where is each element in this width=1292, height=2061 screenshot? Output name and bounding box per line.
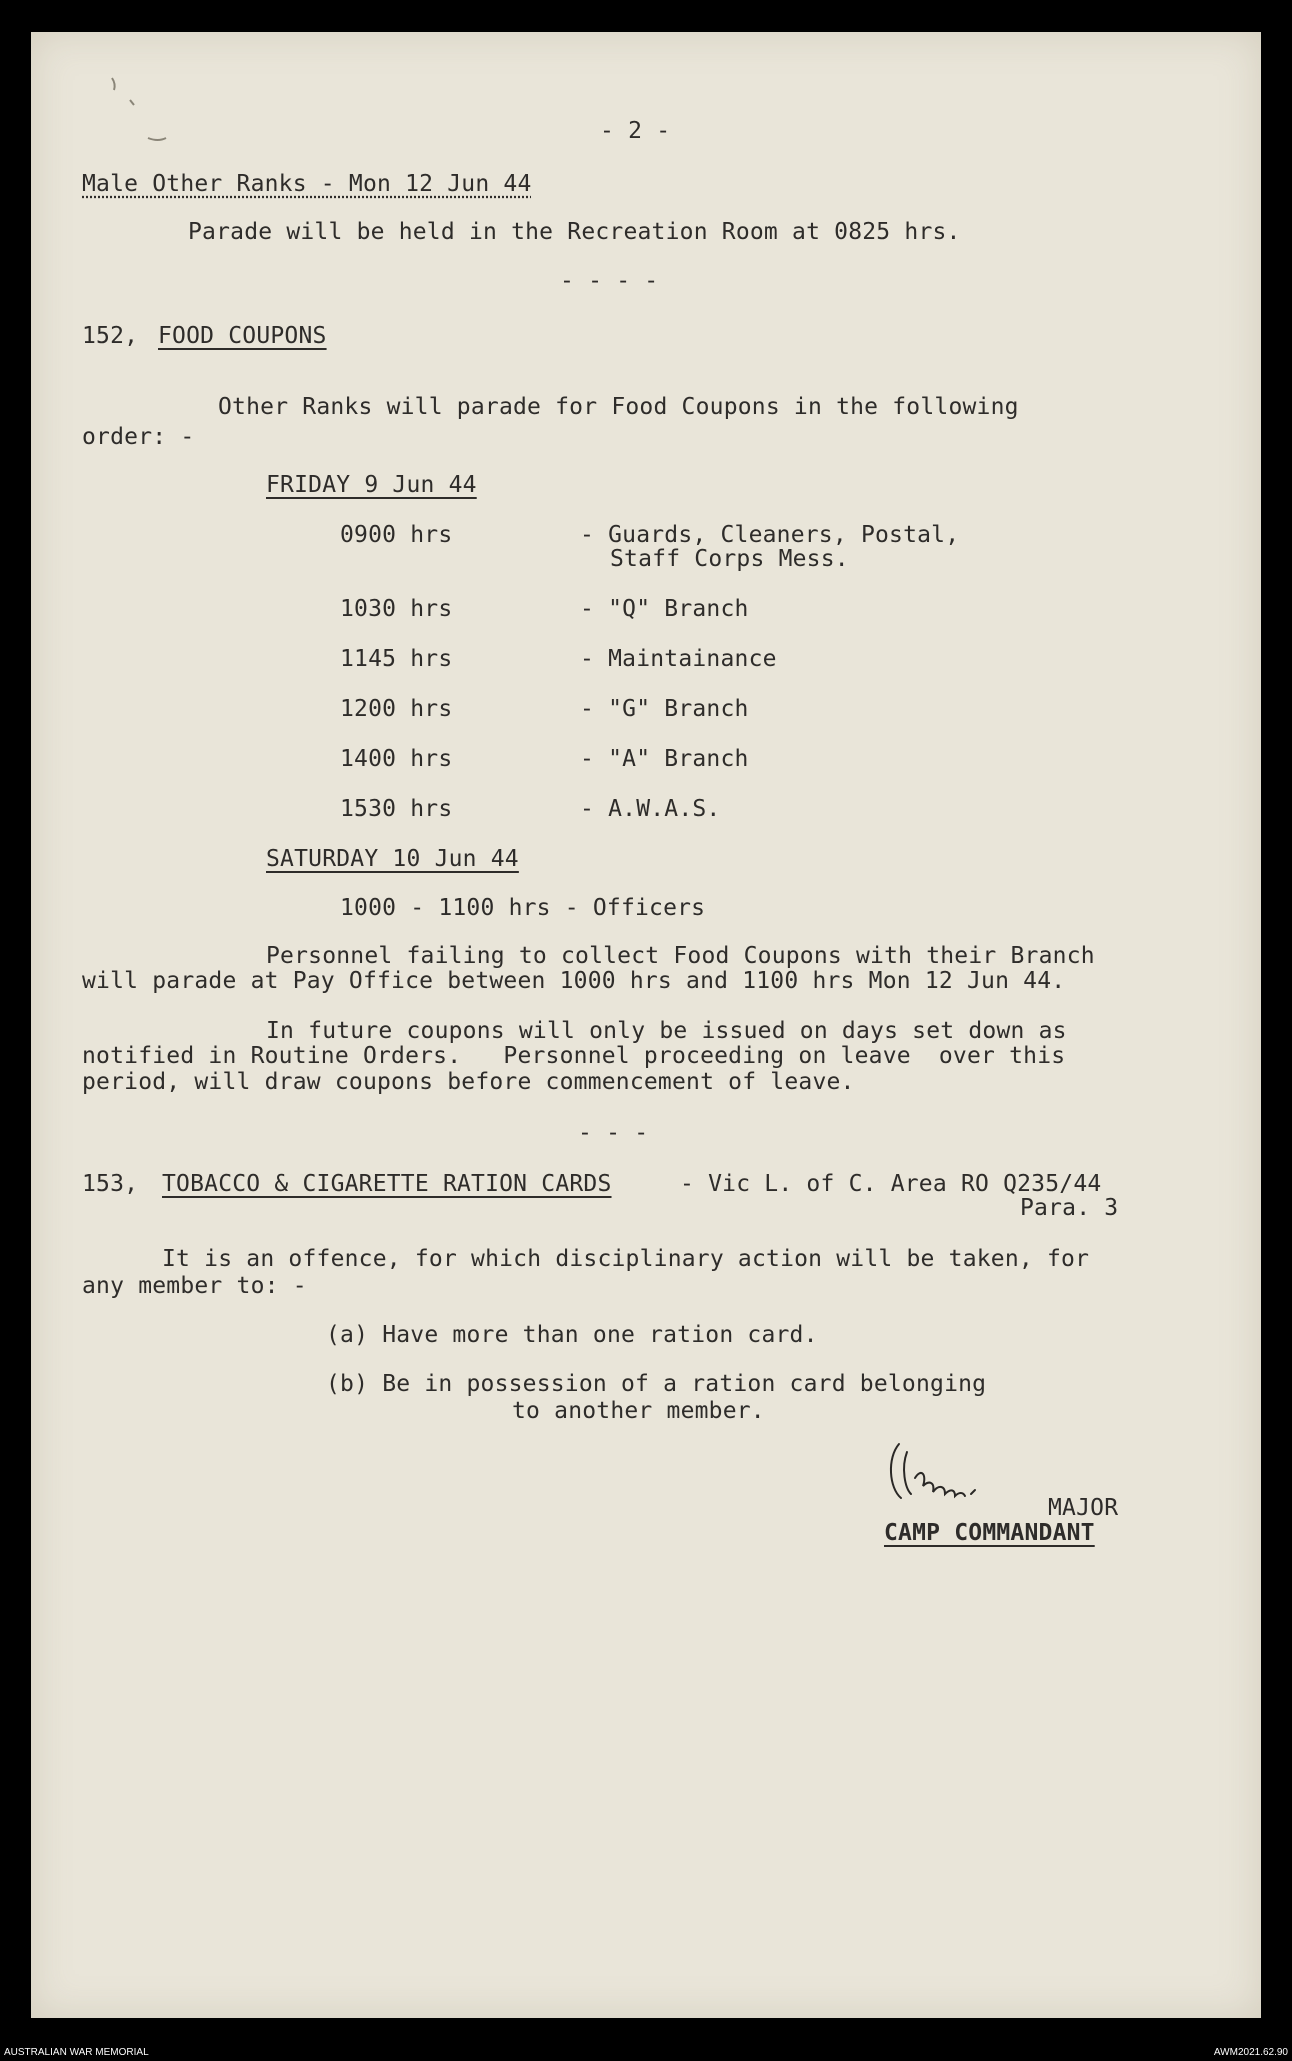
paragraph-line: Other Ranks will parade for Food Coupons in the following [218,394,1019,420]
schedule-time: 0900 hrs [340,522,453,548]
day-heading: FRIDAY 9 Jun 44 [266,472,477,498]
section-number: 152, [82,323,139,349]
schedule-time: 1030 hrs [340,596,453,622]
section-title: TOBACCO & CIGARETTE RATION CARDS [162,1171,612,1197]
footer-reference: AWM2021.62.90 [1213,2047,1288,2058]
male-other-ranks-text: Parade will be held in the Recreation Room at 0825 hrs. [188,219,961,245]
schedule-desc: - "G" Branch [580,696,749,722]
schedule-desc: - Maintainance [580,646,777,672]
footer-source: AUSTRALIAN WAR MEMORIAL [4,2047,149,2058]
paragraph-line: It is an offence, for which disciplinary action will be taken, for [162,1246,1090,1272]
schedule-time: 1400 hrs [340,746,453,772]
separator: - - - - [560,268,659,294]
male-other-ranks-heading: Male Other Ranks - Mon 12 Jun 44 [82,171,532,197]
paragraph-line: will parade at Pay Office between 1000 hrs and 1100 hrs Mon 12 Jun 44. [82,968,1066,994]
paragraph-line: period, will draw coupons before commencement of leave. [82,1069,855,1095]
list-item: (a) Have more than one ration card. [326,1322,818,1348]
schedule-desc: - A.W.A.S. [580,796,721,822]
paragraph-line: Personnel failing to collect Food Coupons with their Branch [266,943,1095,969]
schedule-desc: - "Q" Branch [580,596,749,622]
day-heading: SATURDAY 10 Jun 44 [266,846,519,872]
list-item: to another member. [512,1398,765,1424]
paper-mark [100,70,180,160]
page-number: - 2 - [600,118,671,144]
section-reference-para: Para. 3 [1020,1195,1119,1221]
paragraph-line: notified in Routine Orders. Personnel proceeding on leave over this [82,1043,1066,1069]
schedule-time: 1200 hrs [340,696,453,722]
section-reference: - Vic L. of C. Area RO Q235/44 [680,1171,1102,1197]
schedule-desc: - "A" Branch [580,746,749,772]
paragraph-line: any member to: - [82,1273,307,1299]
handwritten-signature [881,1438,1031,1518]
signatory-rank: MAJOR [1048,1495,1119,1521]
section-number: 153, [82,1171,139,1197]
paragraph-line: In future coupons will only be issued on days set down as [266,1018,1067,1044]
schedule-time: 1530 hrs [340,796,453,822]
schedule-time: 1145 hrs [340,646,453,672]
schedule-row: 1000 - 1100 hrs - Officers [340,895,706,921]
list-item: (b) Be in possession of a ration card belonging [326,1371,987,1397]
section-title: FOOD COUPONS [158,323,327,349]
schedule-desc: - Guards, Cleaners, Postal, [580,522,960,548]
signatory-title: CAMP COMMANDANT [884,1520,1095,1546]
schedule-desc: Staff Corps Mess. [610,546,849,572]
paragraph-line: order: - [82,424,195,450]
separator: - - - [578,1120,649,1146]
